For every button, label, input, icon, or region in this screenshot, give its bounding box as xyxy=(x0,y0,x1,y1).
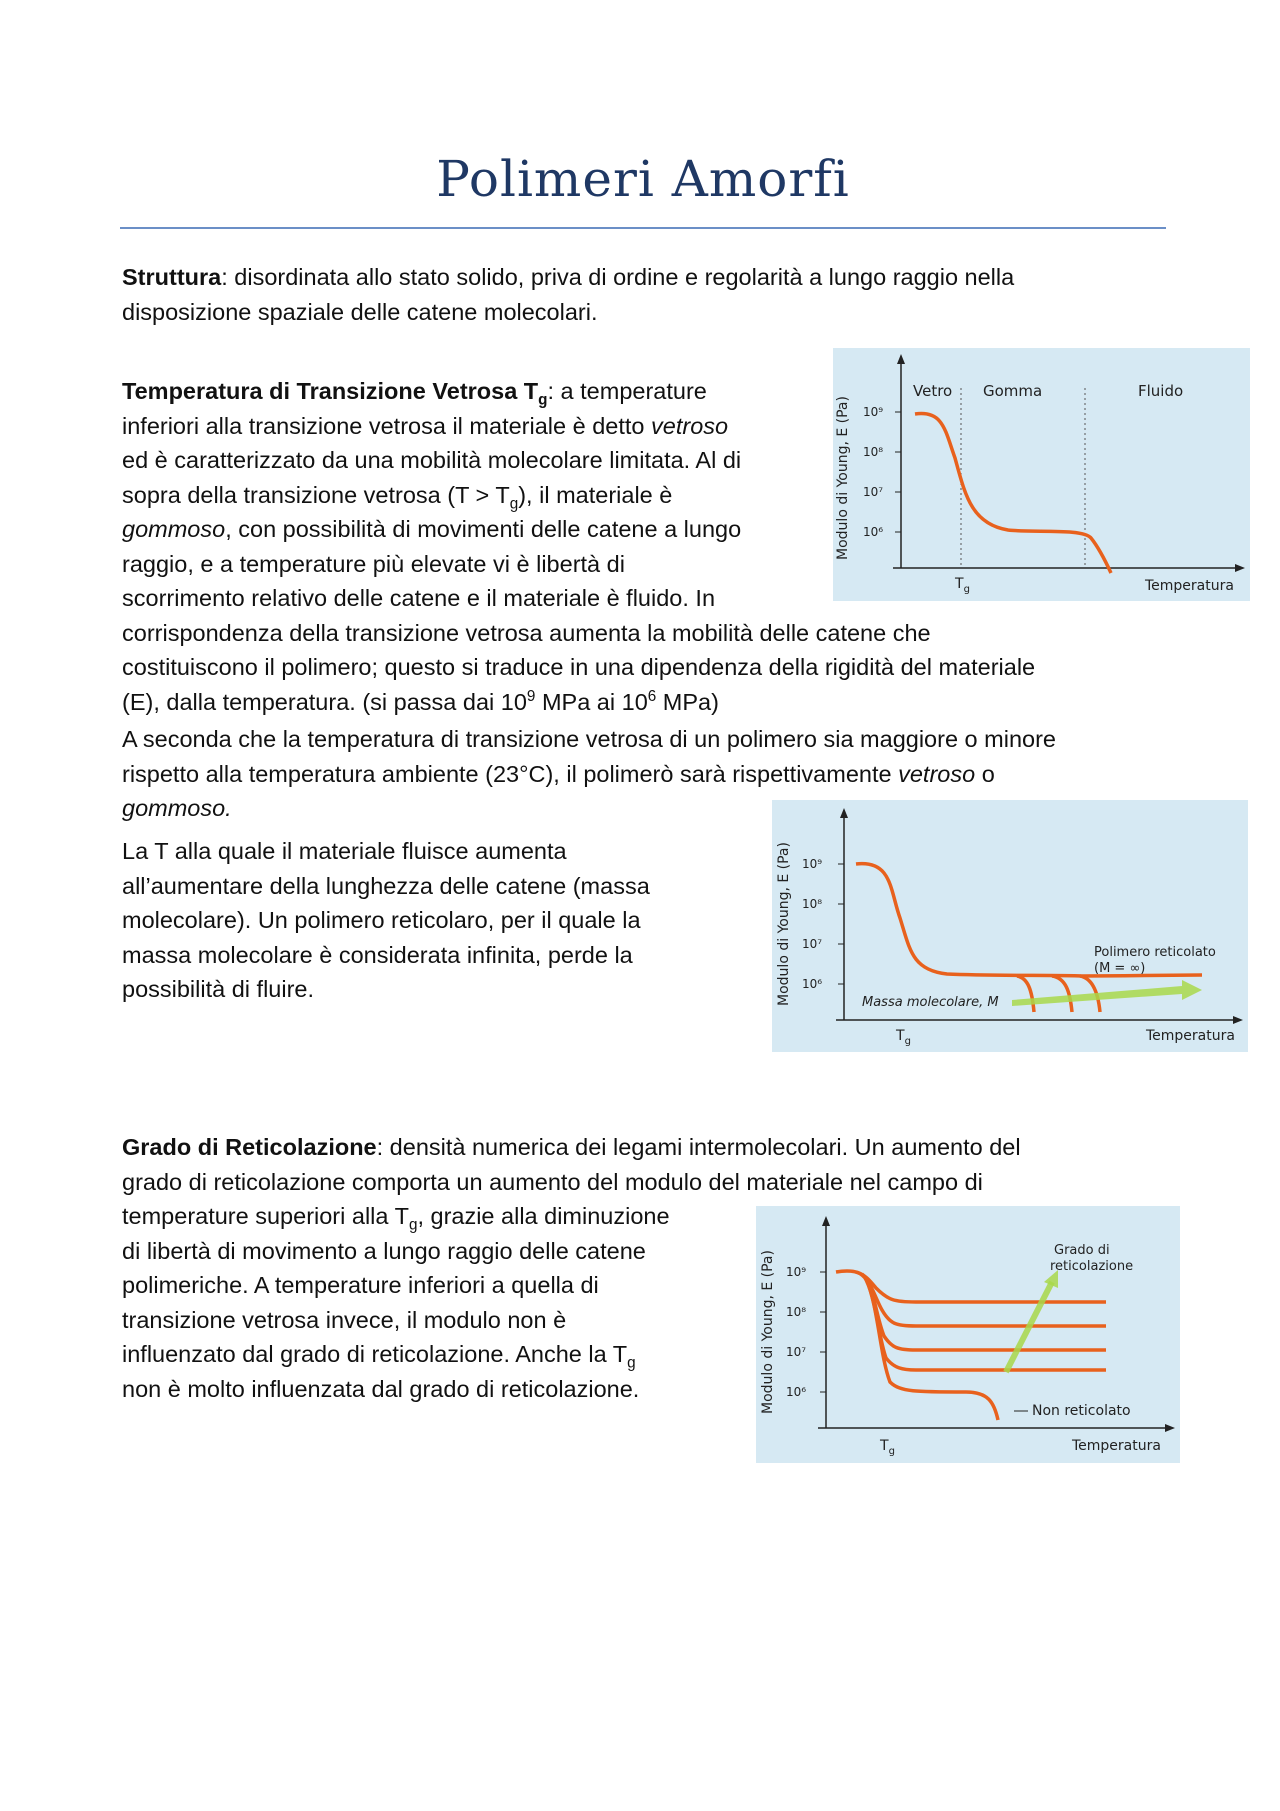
chart-1-xtick-tg: $T_g$ xyxy=(955,576,970,595)
chart-3-ytick-7: 10⁷ xyxy=(786,1345,807,1359)
chart-1-ytick-7: 10⁷ xyxy=(863,485,884,499)
ambient-paragraph: A seconda che la temperatura di transizione vetrosa di un polimero sia maggiore o minore rispetto alla temperatura ambiente (23°C), il polimerò sarà rispettivamente vetroso o gommoso. xyxy=(122,726,1056,821)
chart-1-ytick-6: 10⁶ xyxy=(863,525,884,539)
chart-2-ytick-9: 10⁹ xyxy=(802,857,823,871)
title-rule xyxy=(120,227,1166,229)
chart-2-xtick-tg: $T_g$ xyxy=(896,1028,911,1047)
chart-1-ytick-8: 10⁸ xyxy=(863,445,884,459)
chart-3-ytick-8: 10⁸ xyxy=(786,1305,807,1319)
chart-2-svg xyxy=(772,800,1248,1052)
figure-crosslinking xyxy=(756,1206,1180,1463)
reticolazione-label: Grado di Reticolazione xyxy=(122,1134,377,1160)
chart-2-ytick-6: 10⁶ xyxy=(802,977,823,991)
chart-3-ylabel: Modulo di Young, E (Pa) xyxy=(760,1250,776,1414)
flow-paragraph: La T alla quale il materiale fluisce aumenta all’aumentare della lunghezza delle catene (massa molecolare). Un polimero reticolaro, per il quale la massa molecolare è considerata infinita, perde la possibilità di fluire. xyxy=(122,838,650,1002)
chart-3-ytick-9: 10⁹ xyxy=(786,1265,807,1279)
struttura-paragraph xyxy=(122,260,1014,329)
chart-1-svg xyxy=(833,348,1250,601)
chart-3-xtick-tg: $T_g$ xyxy=(880,1438,895,1457)
tg-label: Temperatura di Transizione Vetrosa $T_g$ xyxy=(122,378,548,409)
struttura-text: : disordinata allo stato solido, priva di ordine e regolarità a lungo raggio nella xyxy=(221,264,1015,290)
chart-3-grado-label: Grado di xyxy=(1054,1243,1110,1258)
chart-3-ytick-6: 10⁶ xyxy=(786,1385,807,1399)
chart-2-ytick-7: 10⁷ xyxy=(802,937,823,951)
chart-2-xlabel: Temperatura xyxy=(1146,1028,1235,1044)
chart-2-ylabel: Modulo di Young, E (Pa) xyxy=(776,842,792,1006)
chart-1-ylabel: Modulo di Young, E (Pa) xyxy=(835,396,851,560)
chart-1-region-vetro: Vetro xyxy=(913,382,953,400)
chart-2-infinity-label: (M = ∞) xyxy=(1094,961,1146,976)
chart-2-reticolato-label: Polimero reticolato xyxy=(1094,945,1216,960)
chart-3-svg xyxy=(756,1206,1180,1463)
chart-1-ytick-9: 10⁹ xyxy=(863,405,884,419)
chart-1-region-gomma: Gomma xyxy=(983,382,1043,400)
chart-2-ytick-8: 10⁸ xyxy=(802,897,823,911)
gommoso-term: gommoso xyxy=(122,516,226,542)
vetroso-term: vetroso xyxy=(651,412,729,439)
chart-3-non-reticolato-label: Non reticolato xyxy=(1032,1403,1131,1419)
chart-3-reticolazione-label: reticolazione xyxy=(1050,1259,1134,1274)
chart-1-region-fluido: Fluido xyxy=(1138,382,1184,400)
struttura-line2: disposizione spaziale delle catene molecolari. xyxy=(122,298,598,325)
figure-glass-transition xyxy=(833,348,1250,601)
tg-paragraph: Temperatura di Transizione Vetrosa $T_g$: a temperature inferiori alla transizione vetrosa il materiale è detto vetroso ed è caratterizzato da una mobilità molecolare limitata. Al di sopra della transizione vetrosa $(T > T_g)$, il materiale è gommoso, con possibilità di movimenti delle catene a lungo raggio, e a temperature più elevate vi è libertà di scorrimento relativo delle catene e il materiale è fluido. In corrispondenza della transizione vetrosa aumenta la mobilità delle catene che costituiscono il polimero; questo si traduce in una dipendenza della rigidità del materiale (E), dalla temperatura. (si passa dai $10^9$ MPa ai $10^6$ MPa) xyxy=(122,378,1036,715)
figure-molecular-mass xyxy=(772,800,1248,1052)
chart-3-xlabel: Temperatura xyxy=(1072,1438,1161,1454)
chart-3-background xyxy=(756,1206,1180,1463)
page-title: Polimeri Amorfi xyxy=(436,150,850,208)
chart-1-xlabel: Temperatura xyxy=(1145,578,1234,594)
struttura-label: Struttura xyxy=(122,264,222,290)
reticolazione-paragraph: Grado di Reticolazione: densità numerica dei legami intermolecolari. Un aumento del grado di reticolazione comporta un aumento del modulo del materiale nel campo di temperature superiori alla $T_g$, grazie alla diminuzione di libertà di movimento a lungo raggio delle catene polimeriche. A temperature inferiori a quella di transizione vetrosa invece, il modulo non è influenzato dal grado di reticolazione. Anche la $T_g$ non è molto influenzata dal grado di reticolazione. xyxy=(122,1134,1021,1402)
chart-2-mass-label: Massa molecolare, M xyxy=(862,995,999,1010)
